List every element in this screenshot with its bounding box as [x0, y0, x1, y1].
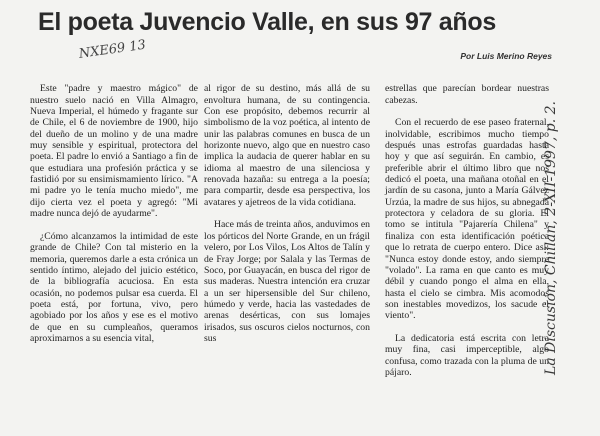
paragraph: La dedicatoria está escrita con letra muy fina, casi imperceptible, algo confusa, como trazada con la pluma de un pájaro.	[385, 332, 549, 378]
paragraph: estrellas que parecían bordear nuestras cabezas.	[385, 83, 549, 106]
article-byline: Por Luis Merino Reyes	[460, 51, 552, 61]
handwritten-source-note: La Discusión, Chillán, 2-XII-1997, p. 2.	[543, 101, 560, 375]
paragraph: ¿Cómo alcanzamos la intimidad de este grande de Chile? Con tal misterio en la memoria, queremos darle a esta crónica un sentido íntimo, alejado del juicio estético, de la bibliografía acuciosa. En esta ocasión, no podemos pulsar esa cuerda. El poeta está, por fortuna, vivo, pero agobiado por los años y ese es el motivo de que en su cumpleaños, queramos aproximarnos a su esencia vital,	[30, 230, 198, 344]
paragraph: Este "padre y maestro mágico" de nuestro suelo nació en Villa Almagro, Nueva Imperial, el húmedo y fragante sur de Chile, el 6 de noviembre de 1900, hijo del dueño de un molino y de una madre muy sensible y espiritual, protectora del poeta. El padre lo envió a Santiago a fin de que estudiara una profesión práctica y se fastidió por su ensimismamiento lírico. "A mi padre yo le tenía mucho miedo", me dijo cierta vez el poeta y agregó: "Mi madre nunca dejó de ayudarme".	[30, 83, 198, 220]
article-column-3	[385, 72, 549, 390]
article-headline: El poeta Juvencio Valle, en sus 97 años	[38, 8, 496, 36]
article-column-1	[30, 72, 198, 356]
paragraph: Con el recuerdo de ese paseo fraternal, inolvidable, escribimos mucho tiempo después unas estrofas guardadas hasta hoy y que así seguirán. En cambio, es preferible abrir el último libro que nos dedicó el poeta, una mañana otoñal en el jardín de su casona, junto a María Gálvez Urzúa, la madre de sus hijos, su abnegada protectora y celadora de su gloria. El tomo se intitula "Pajarería Chilena" y finaliza con esta identificación poética que lo retrata de cuerpo entero. Dice así: "Nunca estoy donde estoy, ando siempre "volado". La rama en que canto es muy débil y cuando pongo el alma en ella, hasta el cielo se cimbra. Mis acomodos son inestables movedizos, los sacude el viento".	[385, 117, 549, 322]
handwritten-archive-code: NXE69 13	[78, 37, 147, 62]
paragraph: Hace más de treinta años, anduvimos en los pórticos del Norte Grande, en un frágil velero, por Los Vilos, Los Altos de Talín y de Fray Jorge; por Salala y las Termas de Soco, por Guayacán, en busca del rigor de sus maderas. Nuestra intención era cruzar a un ser hipersensible del Sur chileno, húmedo y verde, hacia las vastedades de arenas desérticas, con sus lomajes irisados, sus oscuros cielos nocturnos, con sus	[204, 219, 370, 344]
article-column-2	[204, 72, 370, 356]
paragraph: al rigor de su destino, más allá de su envoltura humana, de su contingencia. Con ese propósito, debemos recurrir al simbolismo de la voz poética, al intento de unir las palabras comunes en busca de un horizonte nuevo, algo que en nuestro caso implica la audacia de querer hablar en su idioma al maestro de una silenciosa y renovada hazaña: su entrega a la poesía; para compartir, desde esa perspectiva, los avatares y ajetreos de la vida cotidiana.	[204, 83, 370, 208]
